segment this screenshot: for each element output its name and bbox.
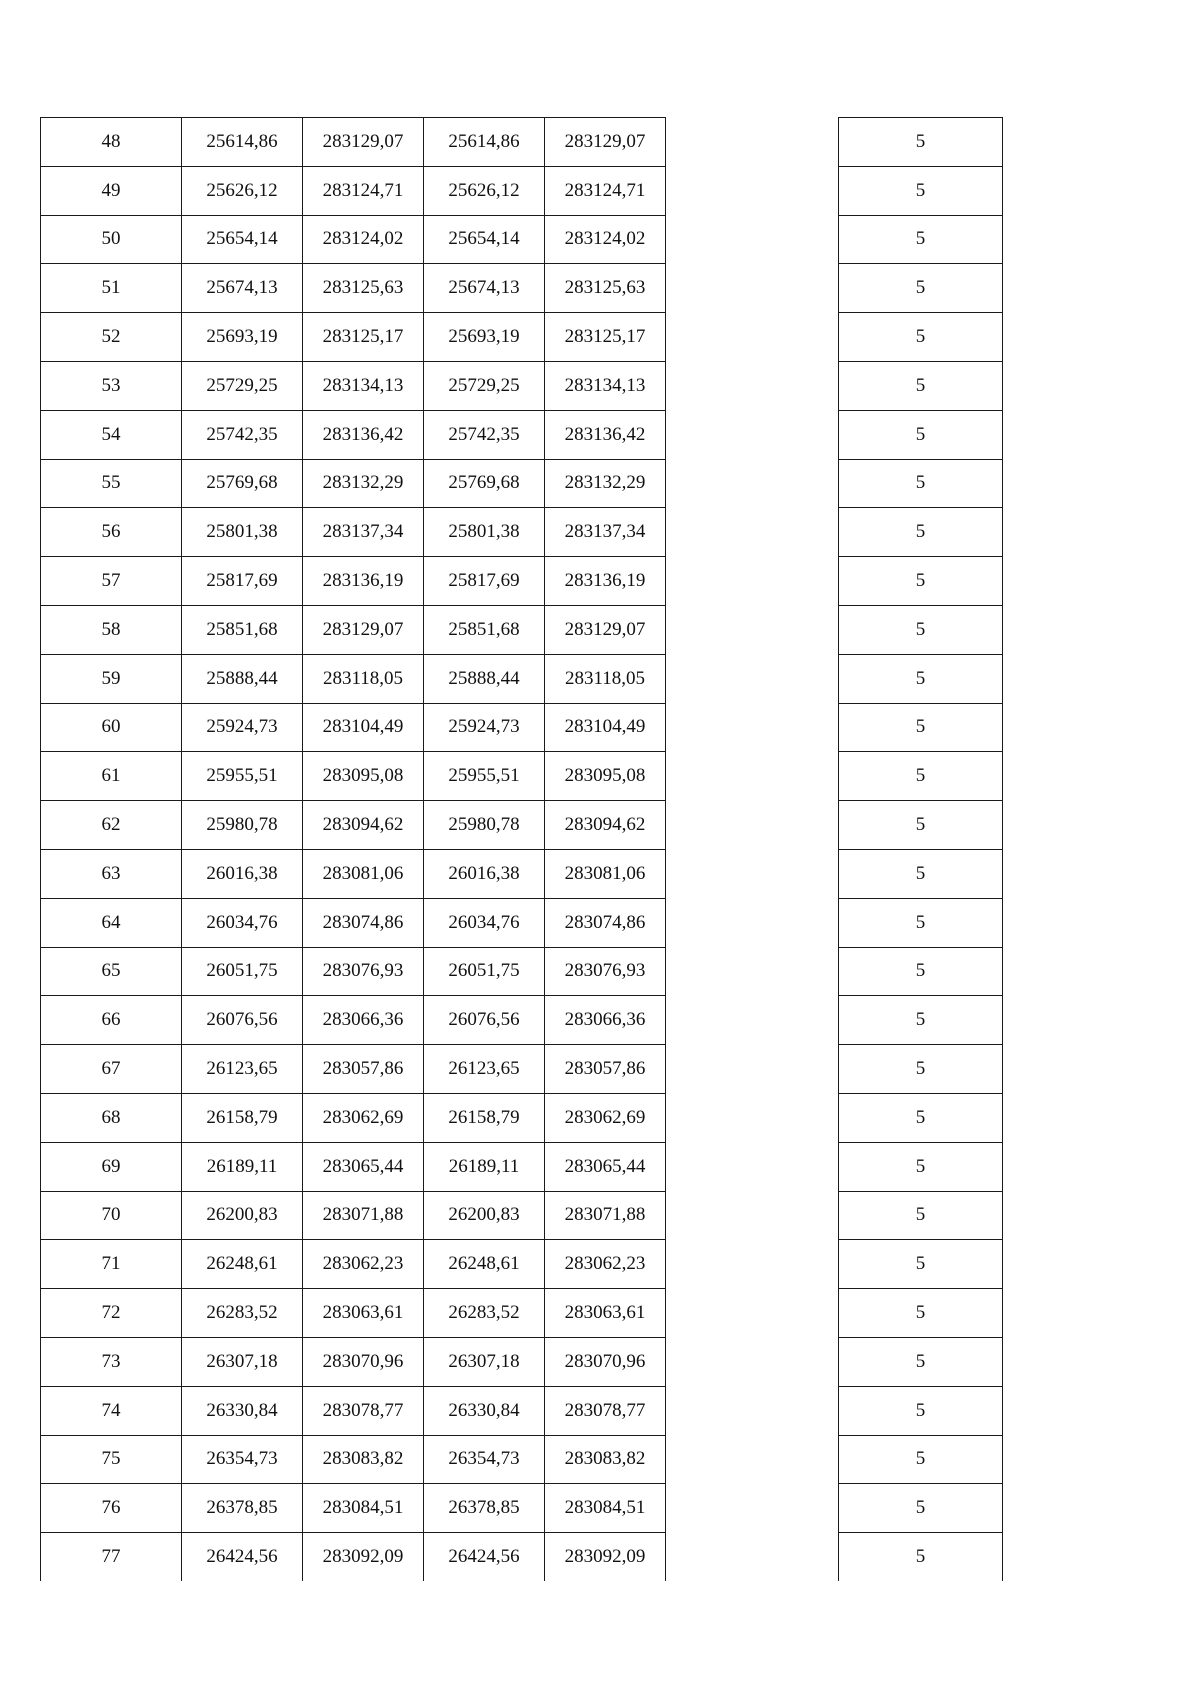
y-coordinate-cell: 283081,06 [303, 849, 424, 898]
empty-edge-cell [1003, 1386, 1134, 1435]
table-row [41, 118, 1134, 167]
point-number-cell: 70 [41, 1191, 182, 1240]
y-coordinate-cell: 283136,42 [303, 410, 424, 459]
empty-edge-cell [1003, 361, 1134, 410]
empty-column-cell [666, 1240, 839, 1289]
x-coordinate-repeat-cell: 25626,12 [424, 166, 545, 215]
x-coordinate-cell: 25817,69 [182, 557, 303, 606]
y-coordinate-repeat-cell: 283095,08 [545, 752, 666, 801]
y-coordinate-cell: 283062,69 [303, 1093, 424, 1142]
value-cell: 5 [839, 1289, 1003, 1338]
empty-edge-cell [1003, 459, 1134, 508]
x-coordinate-repeat-cell: 25888,44 [424, 654, 545, 703]
point-number-cell: 73 [41, 1337, 182, 1386]
empty-column-cell [666, 264, 839, 313]
empty-edge-cell [1003, 947, 1134, 996]
table-row [41, 849, 1134, 898]
value-cell: 5 [839, 654, 1003, 703]
empty-edge-cell [1003, 1191, 1134, 1240]
table-row [41, 1191, 1134, 1240]
x-coordinate-repeat-cell: 26424,56 [424, 1533, 545, 1581]
empty-edge-cell [1003, 118, 1134, 167]
x-coordinate-cell: 25729,25 [182, 361, 303, 410]
y-coordinate-repeat-cell: 283081,06 [545, 849, 666, 898]
table-row [41, 703, 1134, 752]
point-number-cell: 55 [41, 459, 182, 508]
empty-column-cell [666, 166, 839, 215]
x-coordinate-repeat-cell: 26076,56 [424, 996, 545, 1045]
point-number-cell: 49 [41, 166, 182, 215]
value-cell: 5 [839, 1191, 1003, 1240]
y-coordinate-repeat-cell: 283076,93 [545, 947, 666, 996]
value-cell: 5 [839, 313, 1003, 362]
y-coordinate-repeat-cell: 283084,51 [545, 1484, 666, 1533]
x-coordinate-cell: 25851,68 [182, 605, 303, 654]
empty-edge-cell [1003, 215, 1134, 264]
table-row [41, 1386, 1134, 1435]
point-number-cell: 62 [41, 801, 182, 850]
point-number-cell: 75 [41, 1435, 182, 1484]
y-coordinate-repeat-cell: 283083,82 [545, 1435, 666, 1484]
coordinates-table [40, 117, 1134, 1581]
empty-column-cell [666, 1533, 839, 1581]
point-number-cell: 61 [41, 752, 182, 801]
x-coordinate-repeat-cell: 26200,83 [424, 1191, 545, 1240]
y-coordinate-repeat-cell: 283066,36 [545, 996, 666, 1045]
point-number-cell: 57 [41, 557, 182, 606]
y-coordinate-repeat-cell: 283125,63 [545, 264, 666, 313]
empty-edge-cell [1003, 654, 1134, 703]
empty-edge-cell [1003, 1093, 1134, 1142]
x-coordinate-cell: 26307,18 [182, 1337, 303, 1386]
y-coordinate-cell: 283125,17 [303, 313, 424, 362]
x-coordinate-repeat-cell: 26354,73 [424, 1435, 545, 1484]
x-coordinate-cell: 25955,51 [182, 752, 303, 801]
x-coordinate-repeat-cell: 26248,61 [424, 1240, 545, 1289]
empty-column-cell [666, 1191, 839, 1240]
y-coordinate-repeat-cell: 283118,05 [545, 654, 666, 703]
y-coordinate-cell: 283136,19 [303, 557, 424, 606]
x-coordinate-cell: 26034,76 [182, 898, 303, 947]
y-coordinate-cell: 283078,77 [303, 1386, 424, 1435]
value-cell: 5 [839, 118, 1003, 167]
y-coordinate-cell: 283104,49 [303, 703, 424, 752]
y-coordinate-cell: 283065,44 [303, 1142, 424, 1191]
empty-column-cell [666, 801, 839, 850]
x-coordinate-cell: 25674,13 [182, 264, 303, 313]
value-cell: 5 [839, 849, 1003, 898]
y-coordinate-cell: 283137,34 [303, 508, 424, 557]
x-coordinate-repeat-cell: 25801,38 [424, 508, 545, 557]
y-coordinate-cell: 283062,23 [303, 1240, 424, 1289]
y-coordinate-repeat-cell: 283070,96 [545, 1337, 666, 1386]
empty-column-cell [666, 361, 839, 410]
empty-edge-cell [1003, 1533, 1134, 1581]
empty-edge-cell [1003, 605, 1134, 654]
empty-edge-cell [1003, 410, 1134, 459]
value-cell: 5 [839, 264, 1003, 313]
table-body [41, 118, 1134, 1581]
y-coordinate-repeat-cell: 283136,19 [545, 557, 666, 606]
empty-edge-cell [1003, 264, 1134, 313]
x-coordinate-cell: 25924,73 [182, 703, 303, 752]
table-row [41, 361, 1134, 410]
y-coordinate-cell: 283094,62 [303, 801, 424, 850]
table-row [41, 898, 1134, 947]
table-row [41, 1435, 1134, 1484]
empty-column-cell [666, 605, 839, 654]
empty-edge-cell [1003, 1484, 1134, 1533]
x-coordinate-repeat-cell: 25769,68 [424, 459, 545, 508]
table-row [41, 1142, 1134, 1191]
y-coordinate-cell: 283124,02 [303, 215, 424, 264]
y-coordinate-repeat-cell: 283137,34 [545, 508, 666, 557]
y-coordinate-repeat-cell: 283078,77 [545, 1386, 666, 1435]
x-coordinate-cell: 26076,56 [182, 996, 303, 1045]
y-coordinate-cell: 283074,86 [303, 898, 424, 947]
x-coordinate-repeat-cell: 25729,25 [424, 361, 545, 410]
empty-column-cell [666, 1142, 839, 1191]
x-coordinate-cell: 25980,78 [182, 801, 303, 850]
x-coordinate-repeat-cell: 25614,86 [424, 118, 545, 167]
y-coordinate-repeat-cell: 283129,07 [545, 118, 666, 167]
point-number-cell: 74 [41, 1386, 182, 1435]
value-cell: 5 [839, 605, 1003, 654]
table-row [41, 1240, 1134, 1289]
x-coordinate-cell: 26378,85 [182, 1484, 303, 1533]
y-coordinate-repeat-cell: 283104,49 [545, 703, 666, 752]
point-number-cell: 71 [41, 1240, 182, 1289]
y-coordinate-cell: 283129,07 [303, 605, 424, 654]
x-coordinate-repeat-cell: 26189,11 [424, 1142, 545, 1191]
point-number-cell: 54 [41, 410, 182, 459]
value-cell: 5 [839, 801, 1003, 850]
value-cell: 5 [839, 1142, 1003, 1191]
empty-column-cell [666, 996, 839, 1045]
y-coordinate-cell: 283063,61 [303, 1289, 424, 1338]
y-coordinate-cell: 283134,13 [303, 361, 424, 410]
y-coordinate-cell: 283057,86 [303, 1045, 424, 1094]
point-number-cell: 72 [41, 1289, 182, 1338]
y-coordinate-cell: 283066,36 [303, 996, 424, 1045]
table-row [41, 410, 1134, 459]
point-number-cell: 56 [41, 508, 182, 557]
empty-column-cell [666, 849, 839, 898]
y-coordinate-cell: 283092,09 [303, 1533, 424, 1581]
x-coordinate-cell: 25654,14 [182, 215, 303, 264]
x-coordinate-repeat-cell: 25654,14 [424, 215, 545, 264]
value-cell: 5 [839, 1533, 1003, 1581]
point-number-cell: 48 [41, 118, 182, 167]
table-row [41, 215, 1134, 264]
y-coordinate-repeat-cell: 283124,71 [545, 166, 666, 215]
table-row [41, 166, 1134, 215]
value-cell: 5 [839, 361, 1003, 410]
table-row [41, 654, 1134, 703]
x-coordinate-cell: 25626,12 [182, 166, 303, 215]
empty-column-cell [666, 654, 839, 703]
empty-column-cell [666, 557, 839, 606]
y-coordinate-repeat-cell: 283065,44 [545, 1142, 666, 1191]
x-coordinate-repeat-cell: 26283,52 [424, 1289, 545, 1338]
table-row [41, 459, 1134, 508]
table-row [41, 996, 1134, 1045]
x-coordinate-cell: 26330,84 [182, 1386, 303, 1435]
table-row [41, 508, 1134, 557]
empty-column-cell [666, 313, 839, 362]
point-number-cell: 67 [41, 1045, 182, 1094]
empty-column-cell [666, 1484, 839, 1533]
point-number-cell: 60 [41, 703, 182, 752]
empty-column-cell [666, 459, 839, 508]
y-coordinate-cell: 283071,88 [303, 1191, 424, 1240]
empty-edge-cell [1003, 1289, 1134, 1338]
x-coordinate-repeat-cell: 26123,65 [424, 1045, 545, 1094]
value-cell: 5 [839, 947, 1003, 996]
table-row [41, 1093, 1134, 1142]
table-row [41, 1289, 1134, 1338]
empty-column-cell [666, 215, 839, 264]
empty-column-cell [666, 1045, 839, 1094]
point-number-cell: 53 [41, 361, 182, 410]
value-cell: 5 [839, 215, 1003, 264]
empty-edge-cell [1003, 703, 1134, 752]
value-cell: 5 [839, 703, 1003, 752]
empty-column-cell [666, 508, 839, 557]
value-cell: 5 [839, 410, 1003, 459]
value-cell: 5 [839, 1386, 1003, 1435]
value-cell: 5 [839, 1337, 1003, 1386]
table-row [41, 1484, 1134, 1533]
y-coordinate-cell: 283124,71 [303, 166, 424, 215]
x-coordinate-repeat-cell: 25742,35 [424, 410, 545, 459]
empty-column-cell [666, 118, 839, 167]
empty-edge-cell [1003, 849, 1134, 898]
empty-edge-cell [1003, 898, 1134, 947]
table-row [41, 1045, 1134, 1094]
x-coordinate-cell: 25693,19 [182, 313, 303, 362]
y-coordinate-repeat-cell: 283129,07 [545, 605, 666, 654]
table-row [41, 1533, 1134, 1581]
y-coordinate-cell: 283083,82 [303, 1435, 424, 1484]
y-coordinate-repeat-cell: 283125,17 [545, 313, 666, 362]
y-coordinate-cell: 283076,93 [303, 947, 424, 996]
value-cell: 5 [839, 557, 1003, 606]
empty-column-cell [666, 1093, 839, 1142]
value-cell: 5 [839, 996, 1003, 1045]
y-coordinate-repeat-cell: 283124,02 [545, 215, 666, 264]
empty-column-cell [666, 947, 839, 996]
x-coordinate-repeat-cell: 25924,73 [424, 703, 545, 752]
table-row [41, 557, 1134, 606]
empty-edge-cell [1003, 508, 1134, 557]
empty-column-cell [666, 898, 839, 947]
point-number-cell: 58 [41, 605, 182, 654]
x-coordinate-cell: 26123,65 [182, 1045, 303, 1094]
y-coordinate-cell: 283070,96 [303, 1337, 424, 1386]
empty-edge-cell [1003, 1337, 1134, 1386]
point-number-cell: 63 [41, 849, 182, 898]
empty-column-cell [666, 1337, 839, 1386]
y-coordinate-repeat-cell: 283092,09 [545, 1533, 666, 1581]
point-number-cell: 65 [41, 947, 182, 996]
value-cell: 5 [839, 1093, 1003, 1142]
empty-edge-cell [1003, 996, 1134, 1045]
empty-column-cell [666, 1435, 839, 1484]
value-cell: 5 [839, 1484, 1003, 1533]
x-coordinate-cell: 25801,38 [182, 508, 303, 557]
point-number-cell: 50 [41, 215, 182, 264]
y-coordinate-cell: 283095,08 [303, 752, 424, 801]
value-cell: 5 [839, 1240, 1003, 1289]
x-coordinate-repeat-cell: 25693,19 [424, 313, 545, 362]
empty-edge-cell [1003, 752, 1134, 801]
x-coordinate-repeat-cell: 25851,68 [424, 605, 545, 654]
table-row [41, 1337, 1134, 1386]
x-coordinate-repeat-cell: 26307,18 [424, 1337, 545, 1386]
empty-column-cell [666, 1386, 839, 1435]
point-number-cell: 69 [41, 1142, 182, 1191]
x-coordinate-repeat-cell: 26051,75 [424, 947, 545, 996]
table-row [41, 947, 1134, 996]
x-coordinate-cell: 25742,35 [182, 410, 303, 459]
y-coordinate-repeat-cell: 283132,29 [545, 459, 666, 508]
table-row [41, 313, 1134, 362]
y-coordinate-cell: 283118,05 [303, 654, 424, 703]
x-coordinate-repeat-cell: 25980,78 [424, 801, 545, 850]
point-number-cell: 66 [41, 996, 182, 1045]
x-coordinate-cell: 26016,38 [182, 849, 303, 898]
value-cell: 5 [839, 1435, 1003, 1484]
x-coordinate-repeat-cell: 26034,76 [424, 898, 545, 947]
value-cell: 5 [839, 508, 1003, 557]
table-row [41, 752, 1134, 801]
empty-edge-cell [1003, 1045, 1134, 1094]
point-number-cell: 51 [41, 264, 182, 313]
y-coordinate-repeat-cell: 283057,86 [545, 1045, 666, 1094]
table-row [41, 801, 1134, 850]
y-coordinate-repeat-cell: 283134,13 [545, 361, 666, 410]
y-coordinate-cell: 283129,07 [303, 118, 424, 167]
empty-column-cell [666, 752, 839, 801]
x-coordinate-cell: 26283,52 [182, 1289, 303, 1338]
empty-edge-cell [1003, 1142, 1134, 1191]
x-coordinate-cell: 26424,56 [182, 1533, 303, 1581]
point-number-cell: 76 [41, 1484, 182, 1533]
y-coordinate-repeat-cell: 283062,69 [545, 1093, 666, 1142]
y-coordinate-repeat-cell: 283071,88 [545, 1191, 666, 1240]
value-cell: 5 [839, 752, 1003, 801]
x-coordinate-cell: 26354,73 [182, 1435, 303, 1484]
x-coordinate-repeat-cell: 26016,38 [424, 849, 545, 898]
empty-edge-cell [1003, 801, 1134, 850]
value-cell: 5 [839, 898, 1003, 947]
empty-edge-cell [1003, 1435, 1134, 1484]
empty-column-cell [666, 1289, 839, 1338]
x-coordinate-cell: 25614,86 [182, 118, 303, 167]
point-number-cell: 77 [41, 1533, 182, 1581]
y-coordinate-repeat-cell: 283063,61 [545, 1289, 666, 1338]
y-coordinate-repeat-cell: 283094,62 [545, 801, 666, 850]
empty-column-cell [666, 410, 839, 459]
table-row [41, 264, 1134, 313]
empty-edge-cell [1003, 313, 1134, 362]
x-coordinate-repeat-cell: 25817,69 [424, 557, 545, 606]
x-coordinate-cell: 26200,83 [182, 1191, 303, 1240]
x-coordinate-repeat-cell: 26330,84 [424, 1386, 545, 1435]
table-row [41, 605, 1134, 654]
y-coordinate-repeat-cell: 283136,42 [545, 410, 666, 459]
x-coordinate-repeat-cell: 26378,85 [424, 1484, 545, 1533]
empty-edge-cell [1003, 557, 1134, 606]
x-coordinate-cell: 26051,75 [182, 947, 303, 996]
x-coordinate-cell: 26189,11 [182, 1142, 303, 1191]
x-coordinate-cell: 26248,61 [182, 1240, 303, 1289]
x-coordinate-repeat-cell: 25955,51 [424, 752, 545, 801]
point-number-cell: 68 [41, 1093, 182, 1142]
x-coordinate-cell: 25769,68 [182, 459, 303, 508]
y-coordinate-cell: 283132,29 [303, 459, 424, 508]
x-coordinate-repeat-cell: 26158,79 [424, 1093, 545, 1142]
value-cell: 5 [839, 166, 1003, 215]
value-cell: 5 [839, 1045, 1003, 1094]
empty-edge-cell [1003, 1240, 1134, 1289]
x-coordinate-repeat-cell: 25674,13 [424, 264, 545, 313]
empty-edge-cell [1003, 166, 1134, 215]
y-coordinate-cell: 283084,51 [303, 1484, 424, 1533]
x-coordinate-cell: 25888,44 [182, 654, 303, 703]
x-coordinate-cell: 26158,79 [182, 1093, 303, 1142]
y-coordinate-repeat-cell: 283062,23 [545, 1240, 666, 1289]
point-number-cell: 52 [41, 313, 182, 362]
empty-column-cell [666, 703, 839, 752]
point-number-cell: 64 [41, 898, 182, 947]
point-number-cell: 59 [41, 654, 182, 703]
y-coordinate-repeat-cell: 283074,86 [545, 898, 666, 947]
y-coordinate-cell: 283125,63 [303, 264, 424, 313]
value-cell: 5 [839, 459, 1003, 508]
